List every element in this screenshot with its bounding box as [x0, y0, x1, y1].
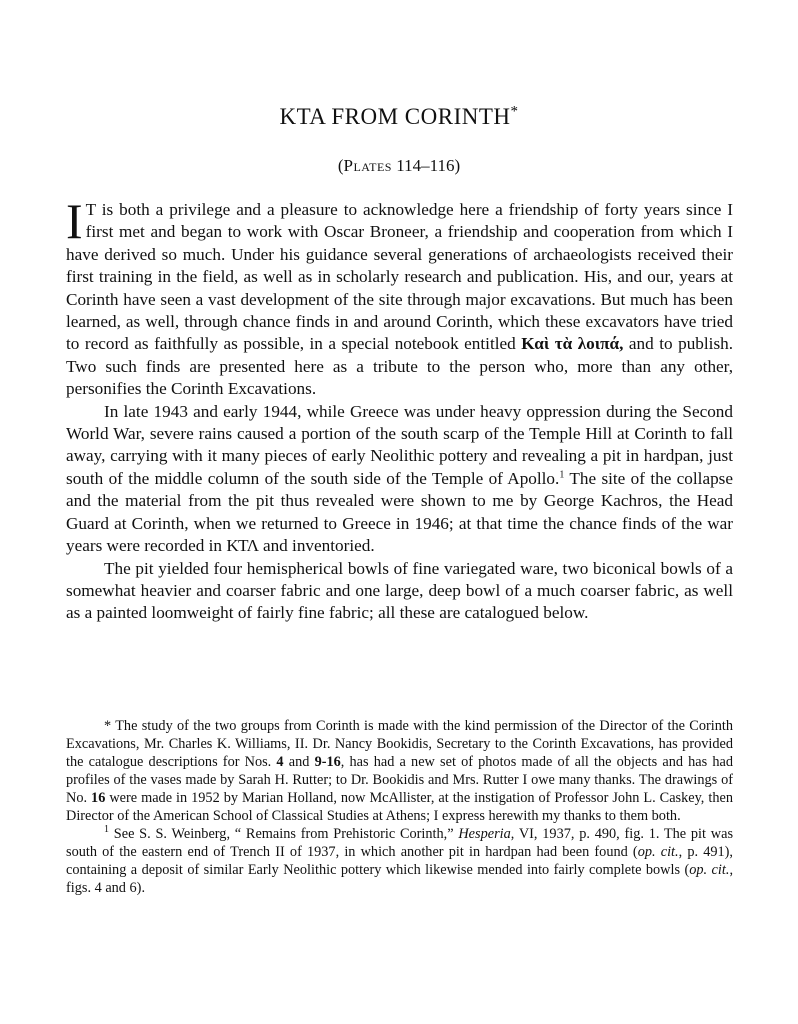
footnote-star-text-b: , has had a new set of photos made of all the objects and has had profiles of the vases made by Sarah H. Rutter; to Dr. Bookidis and Mrs. Rutter I owe many thanks. The drawings of No.: [66, 754, 734, 806]
journal-name: Hesperia: [458, 826, 511, 842]
catalogue-number-9-16: 9-16: [314, 754, 341, 770]
footnote-1-text-b: , VI, 1937, p. 490, fig. 1. The pit was south of the eastern end of Trench II of 1937, in which another pit in hardpan had been found (: [66, 826, 734, 860]
paragraph-1-text: T is both a privilege and a pleasure to acknowledge here a friendship of forty years since I first met and began to work with Oscar Broneer, a friendship and cooperation from which I have derived so much. Under his guidance several generations of archaeologists received their first training in the field, as well as in scholarly research and publication. His, and our, years at Corinth have seen a vast development of the site through major excavations. But much has been learned, as well, through chance finds in and around Corinth, which these excavators have tried to record as faithfully as possible, in a special notebook entitled: [66, 200, 733, 354]
paragraph-1: [66, 193, 734, 401]
article-title: [0, 104, 798, 130]
footnote-1: [66, 825, 733, 897]
catalogue-number-4: 4: [276, 754, 284, 770]
op-cit-1: op. cit.: [637, 844, 679, 860]
paragraph-2: [66, 401, 733, 558]
footnote-1-mark: 1: [104, 824, 109, 836]
footnote-1-text-c: , p. 491), containing a deposit of similar Early Neolithic pottery which likewise mended into fairly complete bowls (: [66, 844, 734, 878]
plates-range: 114–116): [391, 156, 461, 175]
footnote-1-text-d: , figs. 4 and 6).: [66, 862, 734, 896]
footnote-star-text-a: The study of the two groups from Corinth is made with the kind permission of the Director of the Corinth Excavations, Mr. Charles K. Williams, II. Dr. Nancy Bookidis, Secretary to the Corinth Excavations, has provided the catalogue descriptions for Nos.: [66, 718, 733, 770]
drop-cap: I: [66, 193, 83, 249]
plates-open-paren: (: [337, 156, 344, 175]
greek-notebook-title: Καὶ τὰ λοιπά,: [521, 334, 624, 354]
paragraph-3-text: The pit yielded four hemispherical bowls of fine variegated ware, two biconical bowls of a somewhat heavier and coarser fabric and one large, deep bowl of a much coarser fabric, as well as a painted loomweight of fairly fine fabric; all these are catalogued below.: [66, 558, 733, 623]
catalogue-number-16: 16: [91, 790, 106, 806]
title-footnote-mark: *: [510, 103, 519, 120]
footnotes: [66, 717, 733, 897]
footnote-1-text-a: See S. S. Weinberg, “ Remains from Prehistoric Corinth,”: [113, 826, 454, 842]
paragraph-2-text-b: The site of the collapse and the material from the pit thus revealed were shown to me by George Kachros, the Head Guard at Corinth, when we returned to Greece in 1946; at that time the chance finds of the war years were recorded in ΚΤΛ and inventoried.: [66, 468, 733, 556]
article-title-text: KTA FROM CORINTH: [279, 104, 511, 129]
op-cit-2: op. cit.: [689, 862, 730, 878]
body-text: [66, 193, 734, 625]
footnote-star: [66, 717, 733, 825]
footnote-ref-1[interactable]: 1: [559, 469, 565, 481]
footnote-star-mark: *: [104, 718, 112, 734]
plates-reference: [0, 156, 798, 176]
paragraph-2-text-a: In late 1943 and early 1944, while Greece was under heavy oppression during the Second World War, severe rains caused a portion of the south scarp of the Temple Hill at Corinth to fall away, carrying with it many pieces of early Neolithic pottery and revealing a pit in hardpan, just south of the middle column of the south side of the Temple of Apollo.: [66, 401, 733, 488]
footnote-star-text-c: were made in 1952 by Marian Holland, now McAllister, at the instigation of Professor John L. Caskey, then Director of the American School of Classical Studies at Athens; I express herewith my thanks to them both.: [66, 790, 733, 824]
paragraph-3: [66, 558, 733, 625]
plates-word: Plates: [343, 156, 392, 175]
footnote-star-and: and: [288, 754, 310, 770]
paragraph-1-end: and to publish. Two such finds are presented here as a tribute to the person who, more than any other, personifies the Corinth Excavations.: [66, 334, 734, 399]
